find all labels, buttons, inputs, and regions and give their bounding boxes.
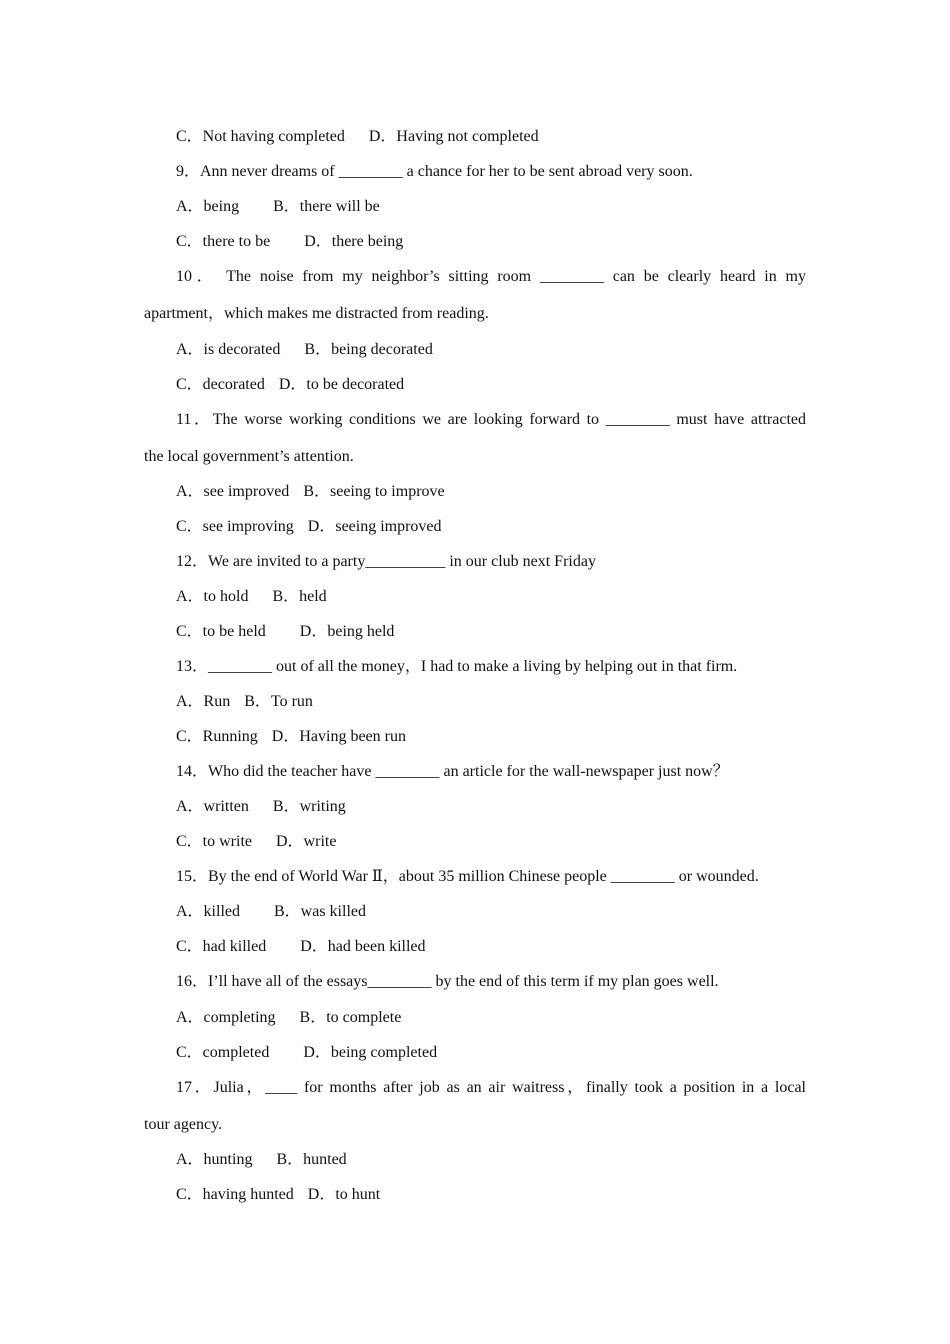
- option-c: C．to be held: [176, 623, 266, 640]
- option-c: C．had killed: [176, 938, 267, 955]
- options-q15-cd: [176, 937, 426, 957]
- options-q11-ab: [176, 482, 445, 502]
- option-d: D．to be decorated: [278, 376, 405, 393]
- question-13: 13．________ out of all the money，I had to make a living by helping out in that firm.: [176, 658, 738, 675]
- question-15: 15．By the end of World War Ⅱ，about 35 million Chinese people ________ or wounded.: [176, 868, 759, 885]
- option-a: A．is decorated: [176, 341, 281, 358]
- options-q10-cd: [176, 375, 404, 395]
- option-d: D．Having been run: [271, 728, 406, 745]
- option-a: A．to hold: [176, 588, 249, 605]
- options-q14-cd: [176, 832, 336, 852]
- option-a: A．being: [176, 198, 240, 215]
- question-11-line-2: the local government’s attention.: [144, 448, 354, 465]
- option-c: C．to write: [176, 833, 252, 850]
- options-q16-cd: [176, 1043, 437, 1063]
- option-a: A．hunting: [176, 1151, 253, 1168]
- option-c: C．completed: [176, 1044, 270, 1061]
- option-b: B．seeing to improve: [303, 483, 445, 500]
- option-c: C．see improving: [176, 518, 294, 535]
- option-b: B．hunted: [276, 1151, 347, 1168]
- options-q8-cd: [176, 127, 539, 147]
- options-q11-cd: [176, 517, 442, 537]
- option-d: D．seeing improved: [307, 518, 442, 535]
- option-d: D．being completed: [303, 1044, 438, 1061]
- option-c: C．having hunted: [176, 1186, 294, 1203]
- options-q17-ab: [176, 1150, 347, 1170]
- option-a: A．written: [176, 798, 249, 815]
- options-q13-cd: [176, 727, 406, 747]
- options-q14-ab: [176, 797, 346, 817]
- option-c: C．there to be: [176, 233, 271, 250]
- option-b: B．To run: [244, 693, 313, 710]
- question-12: 12．We are invited to a party__________ in our club next Friday: [176, 553, 596, 570]
- question-11-line-1: 11．The worse working conditions we are looking forward to ________ must have attracted: [176, 411, 806, 428]
- option-c: C．Running: [176, 728, 258, 745]
- question-10-line-1: 10． The noise from my neighbor’s sitting room ________ can be clearly heard in my: [176, 268, 806, 285]
- options-q9-ab: [176, 197, 380, 217]
- question-17-line-2: tour agency.: [144, 1116, 223, 1133]
- option-d: D．write: [276, 833, 337, 850]
- option-b: B．writing: [272, 798, 346, 815]
- option-a: A．Run: [176, 693, 231, 710]
- option-d: D．there being: [304, 233, 404, 250]
- option-b: B．held: [272, 588, 327, 605]
- options-q17-cd: [176, 1185, 380, 1205]
- option-d: D．had been killed: [300, 938, 426, 955]
- question-9: 9．Ann never dreams of ________ a chance for her to be sent abroad very soon.: [176, 163, 693, 180]
- options-q13-ab: [176, 692, 313, 712]
- option-a: A．killed: [176, 903, 240, 920]
- options-q12-ab: [176, 587, 327, 607]
- options-q9-cd: [176, 232, 403, 252]
- option-b: B．was killed: [274, 903, 366, 920]
- option-d: D．Having not completed: [368, 128, 539, 145]
- question-17-line-1: 17．Julia，____ for months after job as an air waitress，finally took a position in a local: [176, 1079, 806, 1096]
- option-b: B．to complete: [299, 1009, 402, 1026]
- option-c: C．decorated: [176, 376, 265, 393]
- options-q16-ab: [176, 1008, 401, 1028]
- option-b: B．being decorated: [304, 341, 433, 358]
- options-q10-ab: [176, 340, 433, 360]
- question-10-line-2: apartment，which makes me distracted from reading.: [144, 305, 489, 322]
- question-16: 16．I’ll have all of the essays________ by the end of this term if my plan goes well.: [176, 973, 719, 990]
- option-a: A．completing: [176, 1009, 276, 1026]
- option-b: B．there will be: [273, 198, 380, 215]
- option-c: C．Not having completed: [176, 128, 345, 145]
- options-q15-ab: [176, 902, 366, 922]
- option-d: D．to hunt: [307, 1186, 381, 1203]
- option-a: A．see improved: [176, 483, 290, 500]
- options-q12-cd: [176, 622, 394, 642]
- option-d: D．being held: [299, 623, 395, 640]
- question-14: 14．Who did the teacher have ________ an article for the wall-newspaper just now？: [176, 763, 729, 780]
